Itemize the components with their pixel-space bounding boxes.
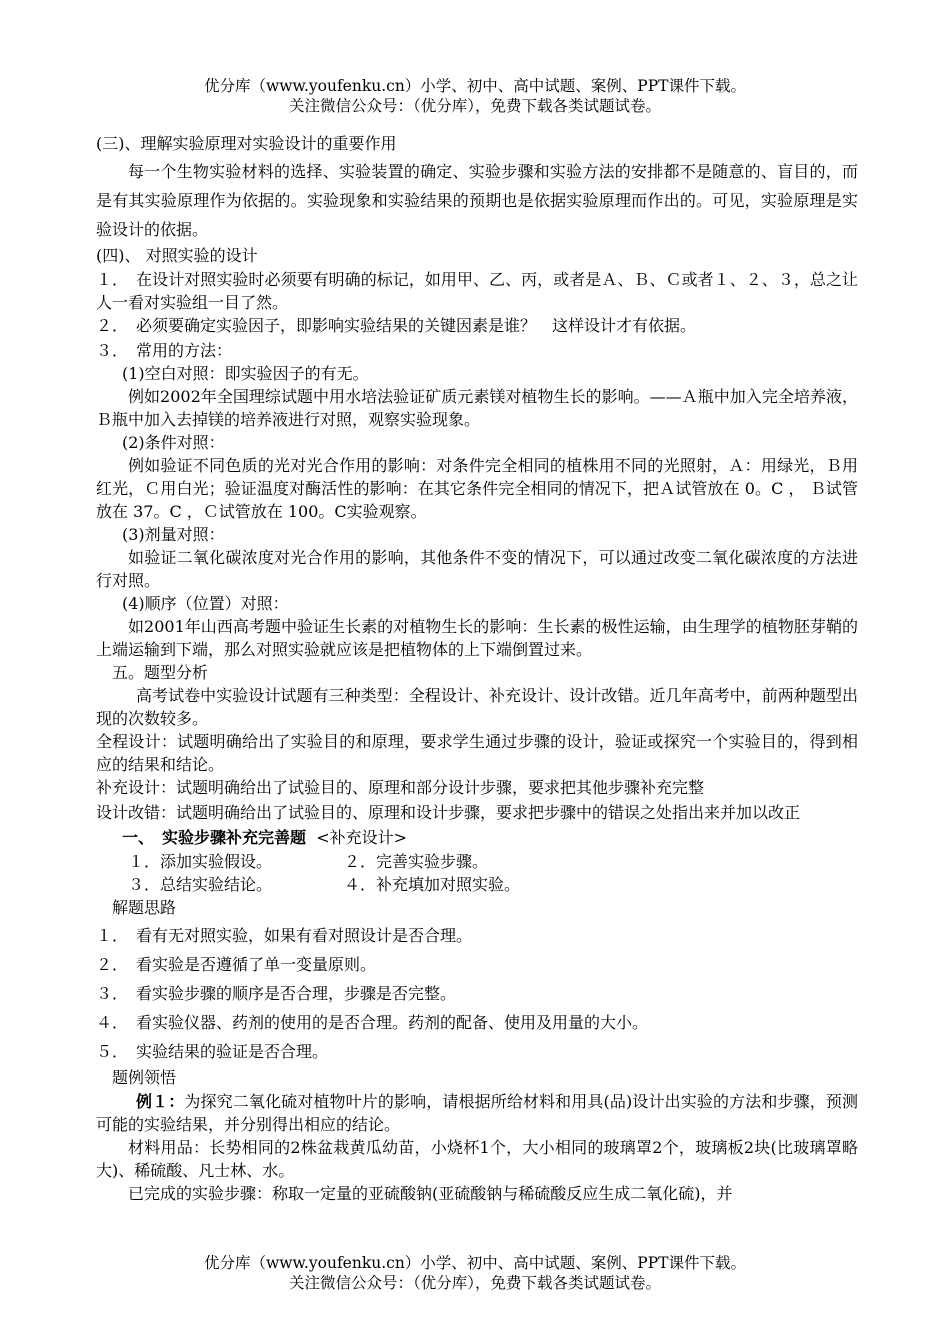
solving-ideas-title: 解题思路 [112, 898, 177, 917]
section5-paragraph: 高考试卷中实验设计试题有三种类型：全程设计、补充设计、设计改错。近几年高考中，前两种题型出现的次数较多。 [96, 685, 858, 728]
method-4-text: 如2001年山西高考题中验证生长素的对植物生长的影响：生长素的极性运输，由生理学的植物胚芽鞘的上端运输到下端，那么对照实验就应该是把植物体的上下端倒置过来。 [96, 616, 858, 659]
section5-heading: 五。题型分析 [112, 662, 209, 682]
task-4: ４．补充填加对照实验。 [344, 875, 521, 894]
example-1 [96, 1090, 858, 1136]
method-1-text: 例如2002年全国理综试题中用水培法验证矿质元素镁对植物生长的影响。——Ａ瓶中加入完全培养液，Ｂ瓶中加入去掉镁的培养液进行对照，观察实验现象。 [96, 386, 858, 429]
page-footer [0, 1253, 950, 1293]
solving-idea-2: ２． 看实验是否遵循了单一变量原则。 [96, 954, 377, 974]
type-supplement-design: 补充设计：试题明确给出了试验目的、原理和部分设计步骤，要求把其他步骤补充完整 [96, 777, 705, 797]
task-1: １．添加实验假设。 [128, 852, 273, 871]
method-1-title: (1)空白对照：即实验因子的有无。 [122, 363, 369, 383]
type-full-design: 全程设计：试题明确给出了实验目的和原理，要求学生通过步骤的设计，验证或探究一个实验目的，得到相应的结果和结论。 [96, 731, 858, 774]
section3-heading: (三)、理解实验原理对实验设计的重要作用 [96, 134, 397, 153]
task-2: ２．完善实验步骤。 [344, 852, 489, 871]
section4-item-3: ３． 常用的方法： [96, 340, 233, 360]
section3-paragraph: 每一个生物实验材料的选择、实验装置的确定、实验步骤和实验方法的安排都不是随意的、盲目的，而是有其实验原理作为依据的。实验现象和实验结果的预期也是依据实验原理而作出的。可见，实验原理是实验设计的依据。 [96, 161, 858, 239]
method-2-text: 例如验证不同色质的光对光合作用的影响：对条件完全相同的植株用不同的光照射，Ａ：用绿光，Ｂ用红光，Ｃ用白光；验证温度对酶活性的影响：在其它条件完全相同的情况下，把Ａ试管放在 0。C ， Ｂ试管放在 37。C ，Ｃ试管放在 100。C实验观察。 [96, 455, 858, 521]
footer-line-2: 关注微信公众号：（优分库），免费下载各类试题试卷。 [288, 1274, 661, 1292]
section4-item-2: ２． 必须要确定实验因子，即影响实验结果的关键因素是谁？ 这样设计才有依据。 [96, 316, 697, 335]
example-1-text: 为探究二氧化硫对植物叶片的影响，请根据所给材料和用具(品)设计出实验的方法和步骤，预测可能的实验结果，并分别得出相应的结论。 [96, 1092, 858, 1134]
task-3: ３．总结实验结论。 [128, 875, 273, 894]
solving-idea-1: １． 看有无对照实验，如果有看对照设计是否合理。 [96, 925, 473, 945]
materials-text: 材料用品：长势相同的2株盆栽黄瓜幼苗，小烧杯1个，大小相同的玻璃罩2个，玻璃板2块(比玻璃罩略大)、稀硫酸、凡士林、水。 [96, 1138, 858, 1180]
task-row-1 [96, 850, 858, 873]
example-1-label: 例１： [136, 1092, 185, 1111]
page-header [0, 76, 950, 116]
part1-heading-tag: <补充设计> [316, 827, 408, 847]
method-2-title: (2)条件对照： [122, 432, 225, 452]
document-body [96, 132, 858, 1205]
method-4-title: (4)顺序（位置）对照： [122, 593, 289, 613]
solving-idea-5: ５． 实验结果的验证是否合理。 [96, 1041, 329, 1061]
part1-heading-title: 一、 实验步骤补充完善题 [122, 827, 307, 847]
footer-line-1: 优分库（www.youfenku.cn）小学、初中、高中试题、案例、PPT课件下载。 [203, 1254, 747, 1272]
examples-title: 题例领悟 [112, 1067, 177, 1087]
header-line-1: 优分库（www.youfenku.cn）小学、初中、高中试题、案例、PPT课件下载。 [203, 77, 747, 95]
part1-heading [96, 826, 858, 851]
solving-idea-4: ４． 看实验仪器、药剂的使用的是否合理。药剂的配备、使用及用量的大小。 [96, 1012, 649, 1032]
method-3-text: 如验证二氧化碳浓度对光合作用的影响，其他条件不变的情况下，可以通过改变二氧化碳浓度的方法进行对照。 [96, 547, 858, 590]
section4-item-1: １． 在设计对照实验时必须要有明确的标记，如用甲、乙、丙，或者是Ａ、Ｂ、Ｃ或者１、２、３，总之让人一看对实验组一目了然。 [96, 270, 858, 312]
task-row-2 [96, 873, 858, 896]
type-correction-design: 设计改错：试题明确给出了试验目的、原理和设计步骤，要求把步骤中的错误之处指出来并加以改正 [96, 802, 801, 822]
header-line-2: 关注微信公众号：（优分库），免费下载各类试题试卷。 [288, 97, 661, 115]
section4-heading: (四)、 对照实验的设计 [96, 245, 258, 265]
solving-idea-3: ３． 看实验步骤的顺序是否合理，步骤是否完整。 [96, 983, 457, 1003]
method-3-title: (3)剂量对照： [122, 524, 225, 544]
completed-steps-text: 已完成的实验步骤：称取一定量的亚硫酸钠(亚硫酸钠与稀硫酸反应生成二氧化硫)，并 [128, 1184, 733, 1203]
